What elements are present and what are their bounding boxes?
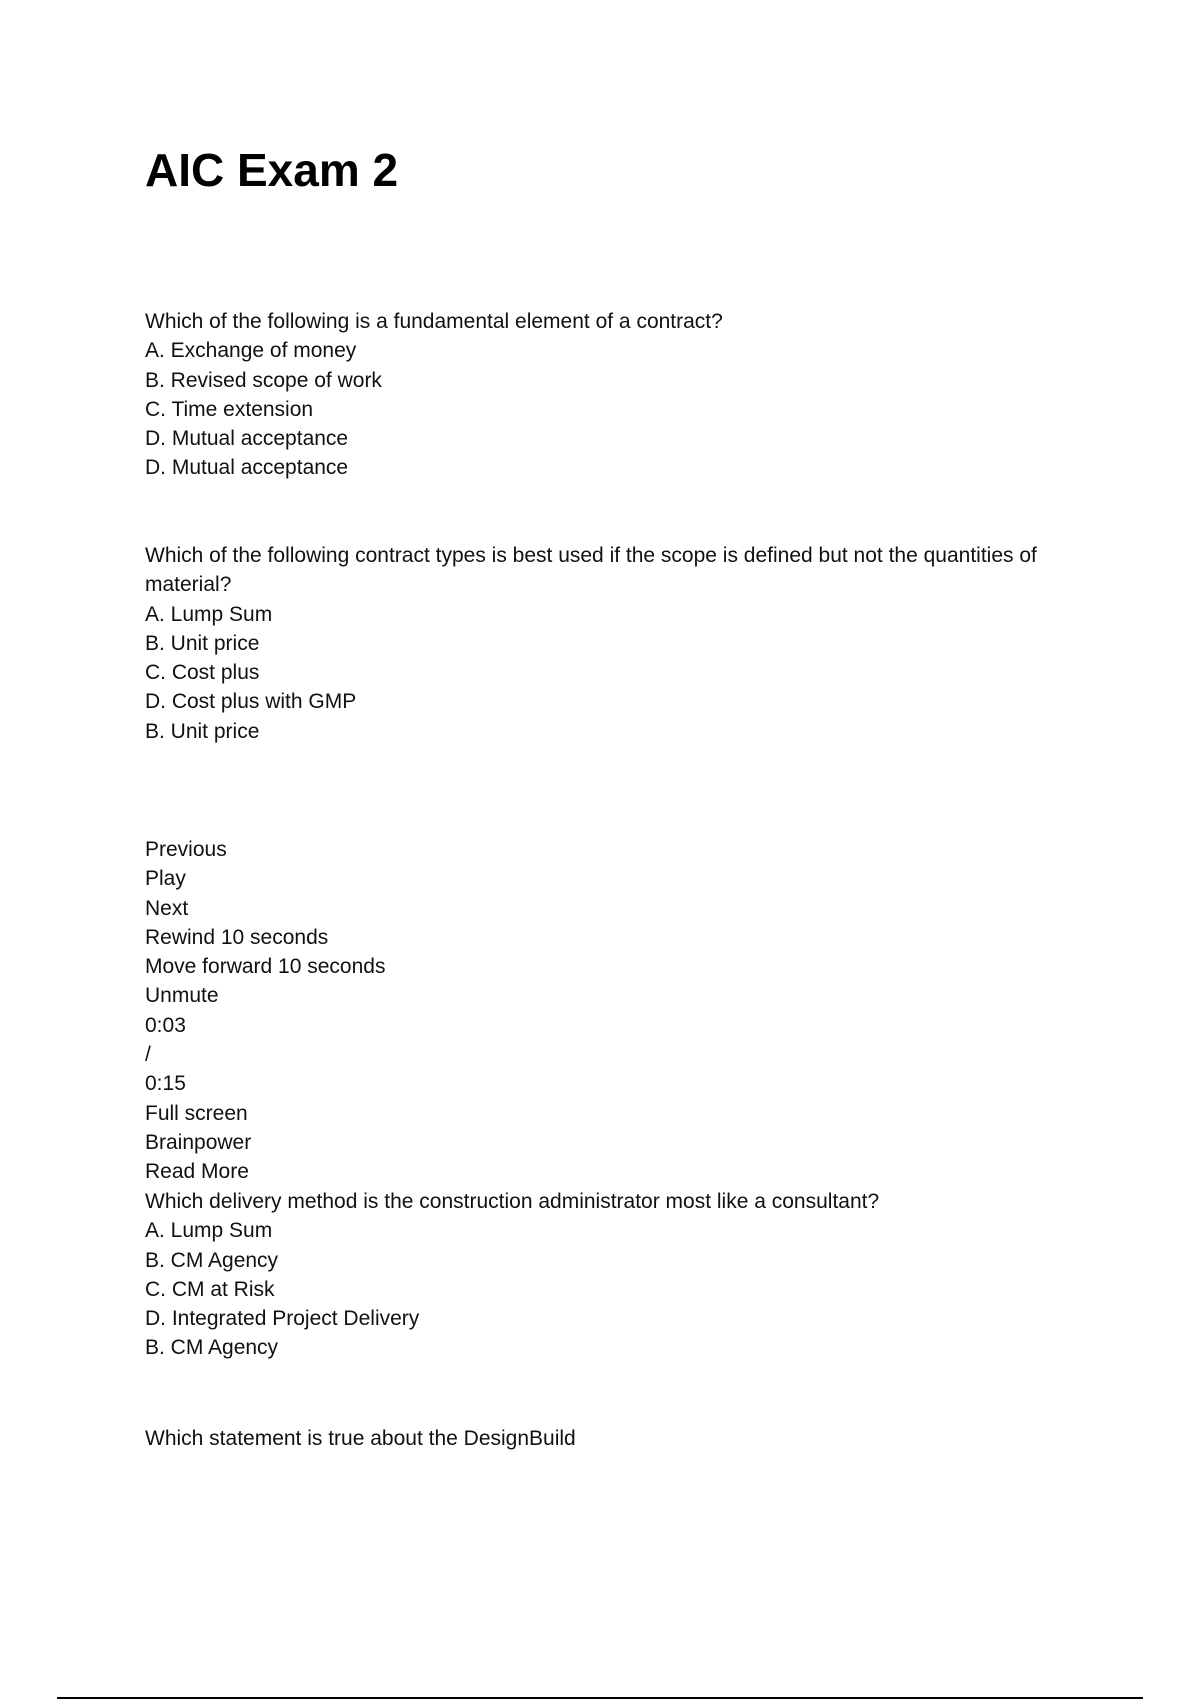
correct-answer: D. Mutual acceptance: [145, 456, 349, 480]
answer-option-c: C. Cost plus: [145, 661, 260, 685]
forward-button[interactable]: Move forward 10 seconds: [145, 955, 386, 979]
video-player-controls: [145, 835, 1105, 1187]
answer-option-b: B. Revised scope of work: [145, 368, 382, 392]
question-text: Which statement is true about the DesignBuild: [145, 1427, 576, 1450]
current-time: 0:03: [145, 1013, 186, 1037]
question-text: Which of the following is a fundamental element of a contract?: [145, 310, 723, 333]
question-text: Which of the following contract types is best used if the scope is defined but not the quantities of material?: [145, 544, 1037, 597]
play-button[interactable]: Play: [145, 867, 186, 891]
correct-answer: B. CM Agency: [145, 1336, 279, 1360]
fullscreen-button[interactable]: Full screen: [145, 1101, 248, 1125]
answer-option-d: D. Cost plus with GMP: [145, 690, 357, 714]
next-button[interactable]: Next: [145, 896, 189, 920]
answer-option-d: D. Mutual acceptance: [145, 427, 349, 451]
duration: 0:15: [145, 1072, 186, 1096]
question-block-2: [145, 541, 1105, 746]
footer-divider: [57, 1697, 1143, 1699]
answer-option-c: C. CM at Risk: [145, 1277, 275, 1301]
previous-button[interactable]: Previous: [145, 838, 227, 861]
correct-answer: B. Unit price: [145, 719, 260, 743]
question-block-1: [145, 307, 1105, 483]
rewind-button[interactable]: Rewind 10 seconds: [145, 925, 329, 949]
answer-option-c: C. Time extension: [145, 397, 314, 421]
answer-option-b: B. CM Agency: [145, 1248, 279, 1272]
question-text: Which delivery method is the construction administrator most like a consultant?: [145, 1190, 880, 1213]
answer-option-a: A. Exchange of money: [145, 339, 357, 363]
answer-option-d: D. Integrated Project Delivery: [145, 1307, 420, 1331]
page-title: AIC Exam 2: [145, 144, 399, 196]
time-separator: /: [145, 1043, 151, 1067]
brand-label: Brainpower: [145, 1130, 252, 1154]
answer-option-a: A. Lump Sum: [145, 602, 273, 626]
read-more-link[interactable]: Read More: [145, 1160, 249, 1184]
question-block-4: [145, 1424, 1105, 1453]
answer-option-b: B. Unit price: [145, 631, 260, 655]
question-block-3: [145, 1187, 1105, 1363]
unmute-button[interactable]: Unmute: [145, 984, 219, 1008]
answer-option-a: A. Lump Sum: [145, 1219, 273, 1243]
